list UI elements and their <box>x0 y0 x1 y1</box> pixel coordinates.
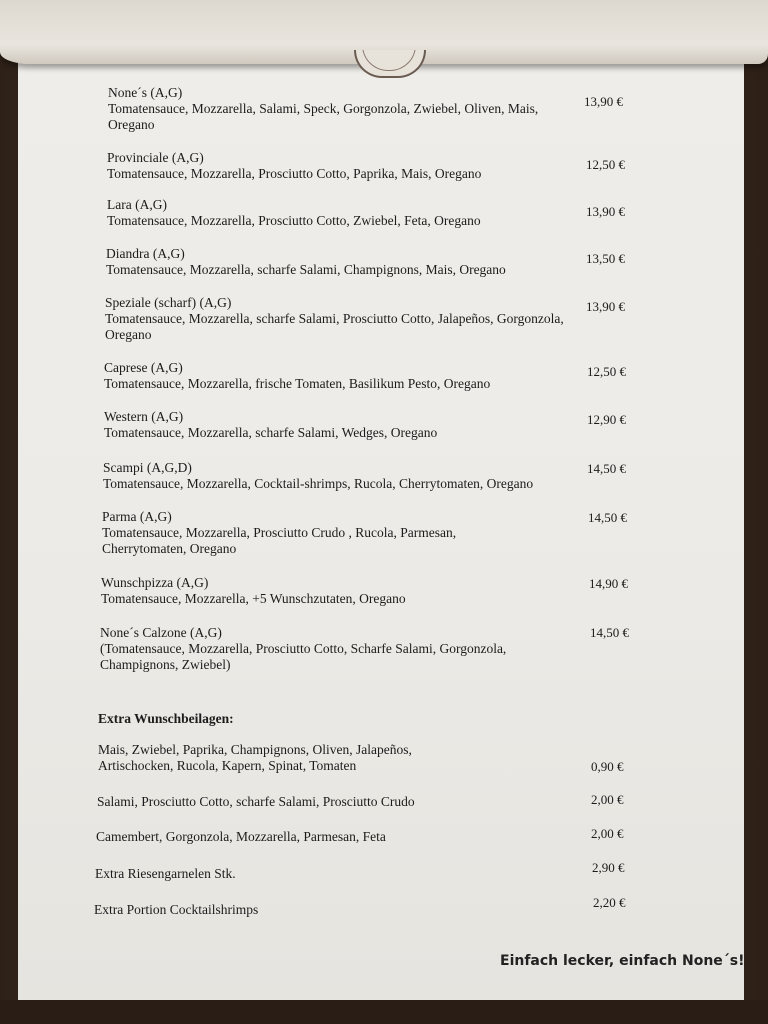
extra-item <box>98 742 458 774</box>
menu-item <box>104 409 574 441</box>
extra-price: 2,00 € <box>591 792 624 807</box>
item-description: Tomatensauce, Mozzarella, Prosciutto Crudo , Rucola, Parmesan, Cherrytomaten, Oregano <box>102 525 457 556</box>
item-price: 14,90 € <box>589 576 628 591</box>
item-description: Tomatensauce, Mozzarella, +5 Wunschzutaten, Oregano <box>101 591 406 606</box>
extras-heading: Extra Wunschbeilagen: <box>98 711 234 726</box>
menu-item <box>104 360 574 392</box>
item-description: (Tomatensauce, Mozzarella, Prosciutto Cotto, Scharfe Salami, Gorgonzola, Champignons, Zwiebel) <box>100 641 507 672</box>
extra-price: 2,20 € <box>593 895 626 910</box>
item-price: 12,90 € <box>587 412 626 427</box>
menu-item <box>103 460 573 492</box>
item-price: 14,50 € <box>590 625 629 640</box>
extra-label: Extra Riesengarnelen Stk. <box>95 866 236 881</box>
extra-item <box>95 866 515 882</box>
extra-label: Camembert, Gorgonzola, Mozzarella, Parmesan, Feta <box>96 829 386 844</box>
item-price: 13,90 € <box>584 94 623 109</box>
extra-price: 0,90 € <box>591 759 624 774</box>
extra-price: 2,00 € <box>591 826 624 841</box>
item-price: 12,50 € <box>586 157 625 172</box>
item-price: 12,50 € <box>587 364 626 379</box>
item-price: 13,90 € <box>586 299 625 314</box>
item-name: Wunschpizza (A,G) <box>101 575 209 590</box>
item-name: None´s Calzone (A,G) <box>100 625 222 640</box>
item-description: Tomatensauce, Mozzarella, frische Tomaten, Basilikum Pesto, Oregano <box>104 376 491 391</box>
menu-item <box>105 295 575 343</box>
item-name: Western (A,G) <box>104 409 184 424</box>
item-name: Lara (A,G) <box>107 197 167 212</box>
item-description: Tomatensauce, Mozzarella, Salami, Speck, Gorgonzola, Zwiebel, Oliven, Mais, Oregano <box>108 101 539 132</box>
item-name: Diandra (A,G) <box>106 246 185 261</box>
extra-price: 2,90 € <box>592 860 625 875</box>
slogan: Einfach lecker, einfach None´s! <box>500 953 745 969</box>
menu-item <box>101 575 571 607</box>
item-name: Speziale (scharf) (A,G) <box>105 295 232 310</box>
menu-item <box>107 197 577 229</box>
item-name: None´s (A,G) <box>108 85 183 100</box>
extra-item <box>94 902 514 918</box>
item-description: Tomatensauce, Mozzarella, scharfe Salami, Wedges, Oregano <box>104 425 438 440</box>
item-name: Parma (A,G) <box>102 509 172 524</box>
extra-item <box>97 794 517 810</box>
item-name: Scampi (A,G,D) <box>103 460 192 475</box>
menu-item <box>107 150 577 182</box>
item-price: 14,50 € <box>587 461 626 476</box>
item-price: 13,90 € <box>586 204 625 219</box>
item-description: Tomatensauce, Mozzarella, Prosciutto Cotto, Paprika, Mais, Oregano <box>107 166 482 181</box>
extra-label: Salami, Prosciutto Cotto, scharfe Salami, Prosciutto Crudo <box>97 794 415 809</box>
item-description: Tomatensauce, Mozzarella, scharfe Salami, Prosciutto Cotto, Jalapeños, Gorgonzola, Oregano <box>105 311 564 342</box>
menu-item <box>106 246 576 278</box>
menu-item <box>100 625 550 673</box>
extra-item <box>96 829 516 845</box>
item-name: Provinciale (A,G) <box>107 150 204 165</box>
item-description: Tomatensauce, Mozzarella, Prosciutto Cotto, Zwiebel, Feta, Oregano <box>107 213 481 228</box>
menu-item <box>102 509 502 557</box>
extra-label: Mais, Zwiebel, Paprika, Champignons, Oliven, Jalapeños, Artischocken, Rucola, Kapern, Spinat, Tomaten <box>98 742 412 773</box>
item-description: Tomatensauce, Mozzarella, Cocktail-shrimps, Rucola, Cherrytomaten, Oregano <box>103 476 534 491</box>
table-edge <box>0 1000 768 1024</box>
extra-label: Extra Portion Cocktailshrimps <box>94 902 259 917</box>
menu-item <box>108 85 578 133</box>
item-name: Caprese (A,G) <box>104 360 183 375</box>
item-description: Tomatensauce, Mozzarella, scharfe Salami, Champignons, Mais, Oregano <box>106 262 506 277</box>
item-price: 14,50 € <box>588 510 627 525</box>
item-price: 13,50 € <box>586 251 625 266</box>
